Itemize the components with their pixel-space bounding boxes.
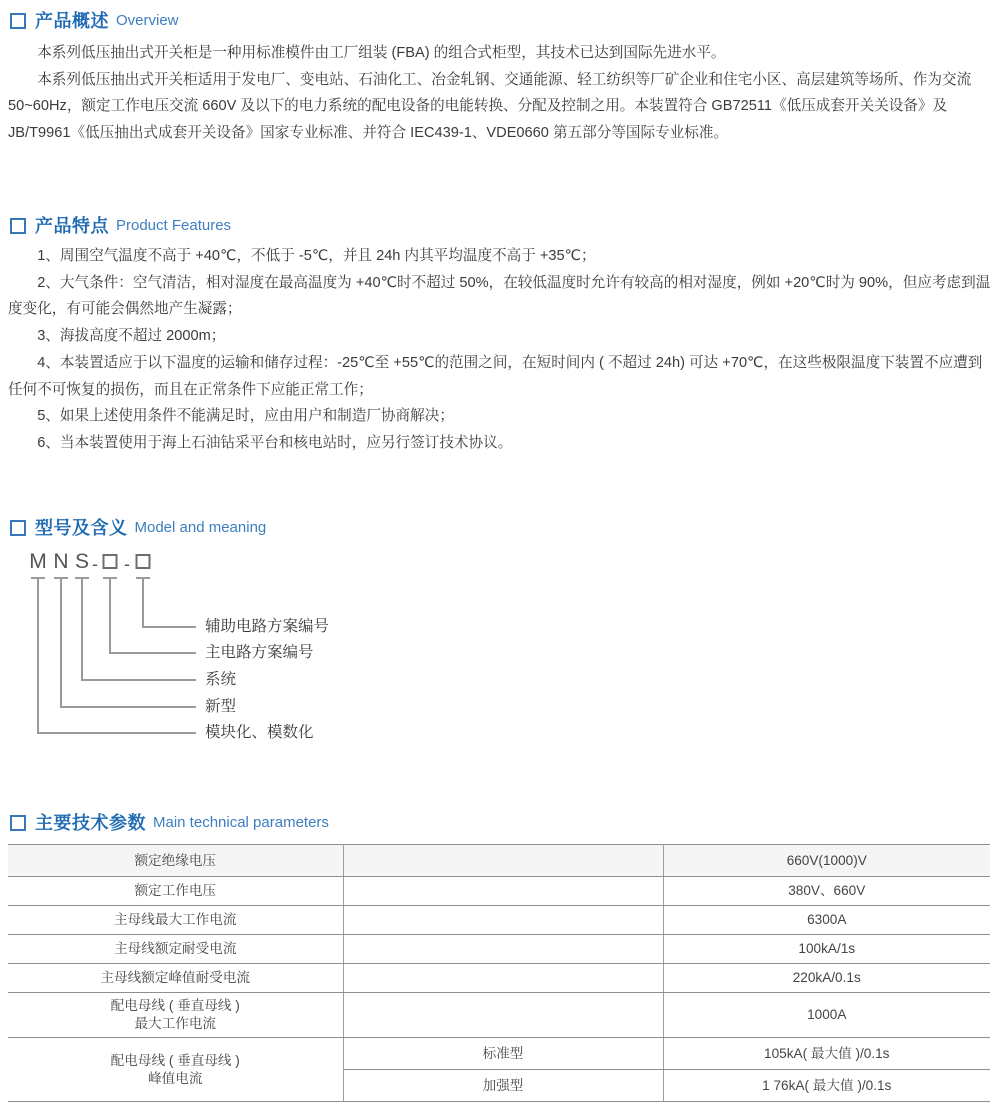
- param-value: 1 76kA( 最大值 )/0.1s: [663, 1070, 990, 1102]
- param-label: 额定绝缘电压: [8, 845, 343, 877]
- param-subtype: 加强型: [343, 1070, 663, 1102]
- param-label: 主母线额定峰值耐受电流: [8, 964, 343, 993]
- overview-text: [8, 40, 992, 147]
- param-subtype: [343, 993, 663, 1038]
- model-separator: -: [124, 554, 130, 574]
- connector-line: [142, 578, 144, 627]
- placeholder-box-icon: [136, 554, 151, 569]
- param-label: [8, 993, 343, 1038]
- connector-line: [81, 679, 196, 681]
- param-subtype: [343, 935, 663, 964]
- param-value: 6300A: [663, 906, 990, 935]
- connector-line: [37, 578, 39, 733]
- features-title-en: Product Features: [116, 216, 232, 234]
- param-value: 105kA( 最大值 )/0.1s: [663, 1038, 990, 1070]
- param-subtype: [343, 845, 663, 877]
- placeholder-box-icon: [103, 554, 118, 569]
- parameters-title-zh: 主要技术参数: [35, 813, 146, 833]
- param-label-line: 配电母线 ( 垂直母线 ): [110, 1052, 240, 1068]
- connector-line: [109, 652, 196, 654]
- feature-item: 5、如果上述使用条件不能满足时，应由用户和制造厂协商解决；: [37, 408, 454, 425]
- feature-item: 1、周围空气温度不高于 +40℃，不低于 -5℃，并且 24h 内其平均温度不高于 +35℃；: [37, 248, 596, 264]
- model-letter: N: [53, 550, 69, 573]
- table-row: [8, 1038, 990, 1070]
- connector-line: [37, 732, 196, 734]
- param-label: 主母线最大工作电流: [8, 906, 343, 935]
- table-row: [8, 906, 990, 935]
- connector-line: [81, 578, 83, 680]
- param-subtype: 标准型: [343, 1038, 663, 1070]
- overview-title-zh: 产品概述: [35, 11, 109, 31]
- param-label-line: 配电母线 ( 垂直母线 ): [110, 998, 240, 1013]
- features-list: [8, 243, 992, 457]
- param-label-line: 峰值电流: [148, 1070, 203, 1086]
- model-label: 辅助电路方案编号: [205, 618, 330, 635]
- feature-item: 2、大气条件：空气清洁，相对湿度在最高温度为 +40℃时不超过 50%，在较低温度时允许有较高的相对湿度，例如 +20℃时为 90%，但应考虑到温度变化，有可能会偶然地产生凝露；: [8, 274, 991, 318]
- table-row: [8, 935, 990, 964]
- parameters-heading: [10, 809, 329, 835]
- feature-item: 4、本装置适应于以下温度的运输和储存过程：-25℃至 +55℃的范围之间，在短时间内 ( 不超过 24h) 可达 +70℃，在这些极限温度下装置不应遭到任何不可恢复的损伤，而且在正常条件下应能正常工作；: [8, 354, 983, 398]
- connector-line: [60, 706, 196, 708]
- section-marker-icon: [10, 520, 26, 536]
- overview-title-en: Overview: [116, 11, 179, 29]
- param-subtype: [343, 877, 663, 906]
- overview-heading: [10, 7, 179, 33]
- section-marker-icon: [10, 218, 26, 234]
- section-marker-icon: [10, 13, 26, 29]
- features-heading: [10, 212, 231, 238]
- model-letter: S: [74, 550, 90, 573]
- section-marker-icon: [10, 815, 26, 831]
- param-label-line: 最大工作电流: [134, 1016, 217, 1031]
- param-label: 主母线额定耐受电流: [8, 935, 343, 964]
- overview-paragraph: 本系列低压抽出式开关柜适用于发电厂、变电站、石油化工、冶金轧钢、交通能源、轻工纺织等厂矿企业和住宅小区、高层建筑等场所、作为交流 50~60Hz，额定工作电压交流 660V 及以下的电力系统的配电设备的电能转换、分配及控制之用。本装置符合 GB72511《低压成套开关关设备》及 JB/T9961《低压抽出式成套开关设备》国家专业标准、并符合 IEC439-1、VDE0660 第五部分等国际专业标准。: [8, 71, 972, 142]
- parameters-title-en: Main technical parameters: [153, 813, 329, 831]
- model-label: 新型: [205, 698, 237, 715]
- param-subtype: [343, 906, 663, 935]
- model-label: 主电路方案编号: [205, 644, 314, 661]
- param-value: 220kA/0.1s: [663, 964, 990, 993]
- features-title-zh: 产品特点: [35, 216, 109, 236]
- model-heading: [10, 514, 266, 540]
- param-label: 额定工作电压: [8, 877, 343, 906]
- model-separator: -: [92, 554, 98, 574]
- connector-line: [60, 578, 62, 707]
- table-row: [8, 877, 990, 906]
- param-value: 660V(1000)V: [663, 845, 990, 877]
- model-title-zh: 型号及含义: [35, 518, 128, 538]
- model-label: 模块化、模数化: [205, 724, 314, 741]
- connector-line: [109, 578, 111, 653]
- model-label: 系统: [205, 671, 237, 688]
- table-row: [8, 993, 990, 1038]
- param-value: 1000A: [663, 993, 990, 1038]
- connector-line: [142, 626, 196, 628]
- parameters-table: [8, 844, 990, 1102]
- table-row: [8, 845, 990, 877]
- param-label: [8, 1038, 343, 1102]
- model-code-diagram: [8, 545, 608, 760]
- param-value: 380V、660V: [663, 877, 990, 906]
- overview-paragraph: 本系列低压抽出式开关柜是一种用标准模件由工厂组装 (FBA) 的组合式柜型，其技术已达到国际先进水平。: [37, 45, 726, 61]
- feature-item: 3、海拔高度不超过 2000m；: [37, 328, 226, 345]
- table-row: [8, 964, 990, 993]
- feature-item: 6、当本装置使用于海上石油钻采平台和核电站时，应另行签订技术协议。: [37, 434, 513, 451]
- model-letter: M: [29, 550, 47, 573]
- param-subtype: [343, 964, 663, 993]
- param-value: 100kA/1s: [663, 935, 990, 964]
- model-title-en: Model and meaning: [134, 518, 267, 536]
